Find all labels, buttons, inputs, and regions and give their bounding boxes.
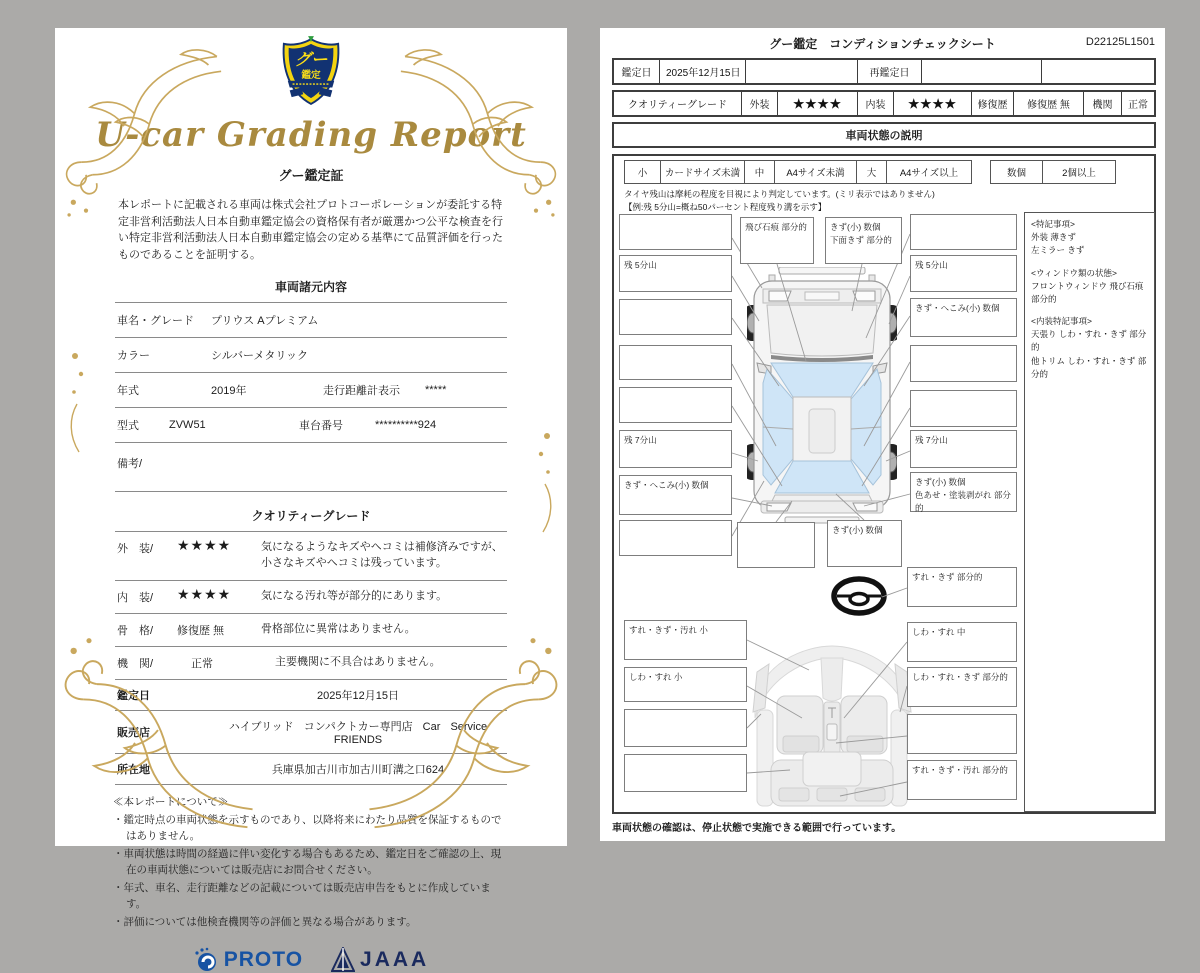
notes-title: <特記事項> xyxy=(1031,219,1075,229)
spec-row-year xyxy=(115,373,507,408)
cabin-interior-diagram xyxy=(747,632,917,814)
about-title: ≪本レポートについて≫ xyxy=(113,796,229,808)
exterior-note-box xyxy=(619,214,732,250)
exterior-note-box xyxy=(619,520,732,556)
repair-value: 修復歴 無 xyxy=(1014,92,1084,115)
repair-label: 修復歴 xyxy=(972,92,1014,115)
interior-note-box: しわ・すれ 小 xyxy=(624,667,747,702)
grade-table-row xyxy=(612,90,1156,117)
badge-text-top: グー xyxy=(294,51,328,70)
spec-section-title: 車両諸元内容 xyxy=(274,280,347,294)
grade-row-exterior xyxy=(115,531,507,581)
grade-desc: 気になるようなキズやヘコミは補修済みですが、小さなキズやヘコミは残っています。 xyxy=(261,541,503,569)
certificate-statement: 本レポートに記載される車両は株式会社プロトコーポレーションが委託する特定非営利活動法人日本自動車鑑定協会の資格保有者が厳選かつ公平な検査を行い特定非営利活動法人日本自動車鑑定協会の定める基準にて品質評価を行ったものであることを証明する。 xyxy=(118,199,503,261)
exterior-note-box xyxy=(737,522,815,568)
meta-value: 兵庫県加古川市加古川町溝之口624 xyxy=(271,763,445,776)
grade-label: 機 関/ xyxy=(117,657,154,670)
empty-cell xyxy=(1042,60,1154,83)
document-number: D22125L1501 xyxy=(1085,36,1155,48)
count-value: 2個以上 xyxy=(1062,168,1096,179)
meta-row-date xyxy=(115,680,507,711)
exterior-note-box: 残 7分山 xyxy=(619,430,732,468)
interior-note-box: すれ・きず・汚れ 小 xyxy=(624,620,747,660)
exterior-note-box xyxy=(910,345,1017,382)
spec-label: 年式 xyxy=(117,385,139,397)
spec-value: **********924 xyxy=(375,419,437,431)
grade-desc: 骨格部位に異常はありません。 xyxy=(261,622,416,635)
date-value: 2025年12月15日 xyxy=(660,60,746,83)
spec-row-remarks xyxy=(115,443,507,492)
interior-stars: ★★★★ xyxy=(894,92,972,115)
interior-note-box: しわ・すれ 中 xyxy=(907,622,1017,662)
about-item: ・鑑定時点の車両状態を示すものであり、以降将来にわたり品質を保証するものではありません。 xyxy=(113,814,502,842)
spec-value: シルバーメタリック xyxy=(211,350,308,362)
notes-line: 外装 薄きず xyxy=(1031,232,1076,243)
spec-table xyxy=(115,302,507,492)
notes-title: <ウィンドウ類の状態> xyxy=(1031,267,1117,278)
redate-value xyxy=(922,60,1042,83)
size-key: 中 xyxy=(745,161,775,183)
exterior-note-box: 残 7分山 xyxy=(910,430,1017,468)
meta-label: 所在地 xyxy=(117,763,150,776)
interior-note-box: すれ・きず・汚れ 部分的 xyxy=(907,760,1017,800)
goo-kantei-badge xyxy=(55,36,567,111)
engine-label: 機関 xyxy=(1084,92,1122,115)
exterior-note-box: きず・へこみ(小) 数個 xyxy=(910,298,1017,337)
meta-value: ハイブリッド コンパクトカー専門店 Car Service FRIENDS xyxy=(228,720,488,746)
spec-label: 走行距離計表示 xyxy=(323,385,400,397)
about-item: ・車両状態は時間の経過に伴い変化する場合もあるため、鑑定日をご確認の上、現在の車両状態については販売店にお問合せください。 xyxy=(113,848,502,876)
interior-note-box xyxy=(624,709,747,747)
interior-note-box xyxy=(624,754,747,792)
about-section xyxy=(113,795,509,931)
car-top-view-diagram xyxy=(747,267,897,524)
spec-label: 備考/ xyxy=(117,458,143,470)
logo-row xyxy=(55,947,567,973)
jaaa-logo-text: JAAA xyxy=(360,947,430,971)
about-item: ・評価については他検査機関等の評価と異なる場合があります。 xyxy=(113,916,417,928)
meta-label: 販売店 xyxy=(117,726,150,739)
spec-row-color xyxy=(115,338,507,373)
proto-icon xyxy=(193,947,219,973)
notes-line: フロントウィンドウ 飛び石痕 部分的 xyxy=(1031,280,1144,304)
jaaa-logo xyxy=(331,947,429,973)
condition-section-title: 車両状態の説明 xyxy=(612,122,1156,148)
special-notes-panel xyxy=(1024,212,1155,812)
notes-line: 天張り しわ・すれ・きず 部分的 xyxy=(1031,329,1147,353)
size-key: 大 xyxy=(857,161,887,183)
exterior-note-box xyxy=(910,390,1017,427)
exterior-note-box xyxy=(619,299,732,335)
date-label: 鑑定日 xyxy=(614,60,660,83)
spec-label: 車台番号 xyxy=(299,420,343,432)
exterior-stars: ★★★★ xyxy=(778,92,858,115)
size-legend-table xyxy=(624,160,972,184)
exterior-note-box: きず・へこみ(小) 数個 xyxy=(619,475,732,515)
notes-title: <内装特記事項> xyxy=(1031,316,1092,327)
grade-label: 骨 格/ xyxy=(117,624,154,637)
grade-table xyxy=(115,531,507,785)
spec-label: 車名・グレード xyxy=(117,315,194,327)
spec-value: ZVW51 xyxy=(169,419,206,431)
grade-stars: ★★★★ xyxy=(177,537,232,553)
empty-cell xyxy=(746,60,858,83)
proto-logo xyxy=(193,947,303,973)
tire-note xyxy=(624,188,935,214)
grade-desc: 主要機関に不具合はありません。 xyxy=(275,655,441,668)
exterior-note-box: きず(小) 数個 色あせ・塗装剥がれ 部分的 xyxy=(910,472,1017,512)
grade-row-engine xyxy=(115,647,507,680)
spec-value: プリウス Aプレミアム xyxy=(211,315,319,327)
proto-logo-text: PROTO xyxy=(223,947,304,971)
badge-text-bottom: 鑑定 xyxy=(301,69,321,81)
grade-value: 正常 xyxy=(191,657,213,670)
notes-line: 他トリム しわ・すれ・きず 部分的 xyxy=(1031,355,1147,379)
sheet-footer-note: 車両状態の確認は、停止状態で実施できる範囲で行っています。 xyxy=(612,823,902,834)
exterior-note-box xyxy=(619,387,732,423)
grade-label: 内 装/ xyxy=(117,591,154,604)
meta-row-address xyxy=(115,754,507,785)
count-legend-table xyxy=(990,160,1116,184)
jaaa-icon xyxy=(331,947,355,973)
date-table xyxy=(612,58,1156,85)
spec-value: ***** xyxy=(425,384,447,396)
exterior-note-box: きず(小) 数個 下面きず 部分的 xyxy=(825,217,902,264)
meta-row-dealer xyxy=(115,711,507,754)
engine-value: 正常 xyxy=(1128,100,1148,111)
exterior-note-box xyxy=(619,345,732,380)
meta-value: 2025年12月15日 xyxy=(317,689,399,702)
exterior-note-box: 飛び石痕 部分的 xyxy=(740,217,814,264)
grade-section-title: クオリティーグレード xyxy=(251,509,371,523)
spec-value: 2019年 xyxy=(211,385,247,397)
size-key: 小 xyxy=(625,161,661,183)
condition-diagram-area xyxy=(612,154,1156,814)
exterior-note-box: 残 5分山 xyxy=(910,255,1017,292)
grading-report-page xyxy=(55,28,567,971)
grade-row-interior xyxy=(115,581,507,614)
grade-desc: 気になる汚れ等が部分的にあります。 xyxy=(261,589,448,602)
interior-note-box: しわ・すれ・きず 部分的 xyxy=(907,667,1017,707)
exterior-note-box: 残 5分山 xyxy=(619,255,732,292)
grade-label: 外 装/ xyxy=(117,543,154,555)
certificate-label: グー鑑定証 xyxy=(278,168,344,183)
exterior-label: 外装 xyxy=(742,92,778,115)
grade-value: 修復歴 無 xyxy=(177,624,225,637)
redate-label: 再鑑定日 xyxy=(858,60,922,83)
interior-note-box: すれ・きず 部分的 xyxy=(907,567,1017,607)
grade-row-frame xyxy=(115,614,507,647)
exterior-note-box: きず(小) 数個 xyxy=(827,520,902,567)
interior-label: 内装 xyxy=(858,92,894,115)
interior-note-box xyxy=(907,714,1017,754)
about-item: ・年式、車名、走行距離などの記載については販売店申告をもとに作成しています。 xyxy=(113,882,491,910)
notes-line: 左ミラー きず xyxy=(1031,245,1085,256)
spec-label: 型式 xyxy=(117,420,139,432)
spec-row-model xyxy=(115,408,507,443)
count-key: 数個 xyxy=(991,161,1043,183)
tire-note-line2: 【例:残 5分山=概ね50パーセント程度残り溝を示す】 xyxy=(624,201,827,212)
condition-check-sheet-page xyxy=(600,28,1165,841)
grade-stars: ★★★★ xyxy=(177,585,232,602)
spec-row-name xyxy=(115,302,507,338)
sheet-title: グー鑑定 コンディションチェックシート xyxy=(769,37,996,51)
quality-grade-label: クオリティーグレード xyxy=(614,92,742,115)
size-value: カードサイズ未満 xyxy=(661,161,745,183)
size-value: A4サイズ以上 xyxy=(899,168,959,179)
meta-label: 鑑定日 xyxy=(117,689,150,702)
tire-note-line1: タイヤ残山は摩耗の程度を目視により判定しています。(ミリ表示ではありません) xyxy=(624,189,935,199)
report-title: U-car Grading Report xyxy=(95,115,527,155)
size-value: A4サイズ未満 xyxy=(775,161,857,183)
steering-wheel-icon xyxy=(830,574,888,620)
spec-label: カラー xyxy=(117,350,150,362)
side-ornament-left xyxy=(65,348,91,458)
exterior-note-box xyxy=(910,214,1017,250)
